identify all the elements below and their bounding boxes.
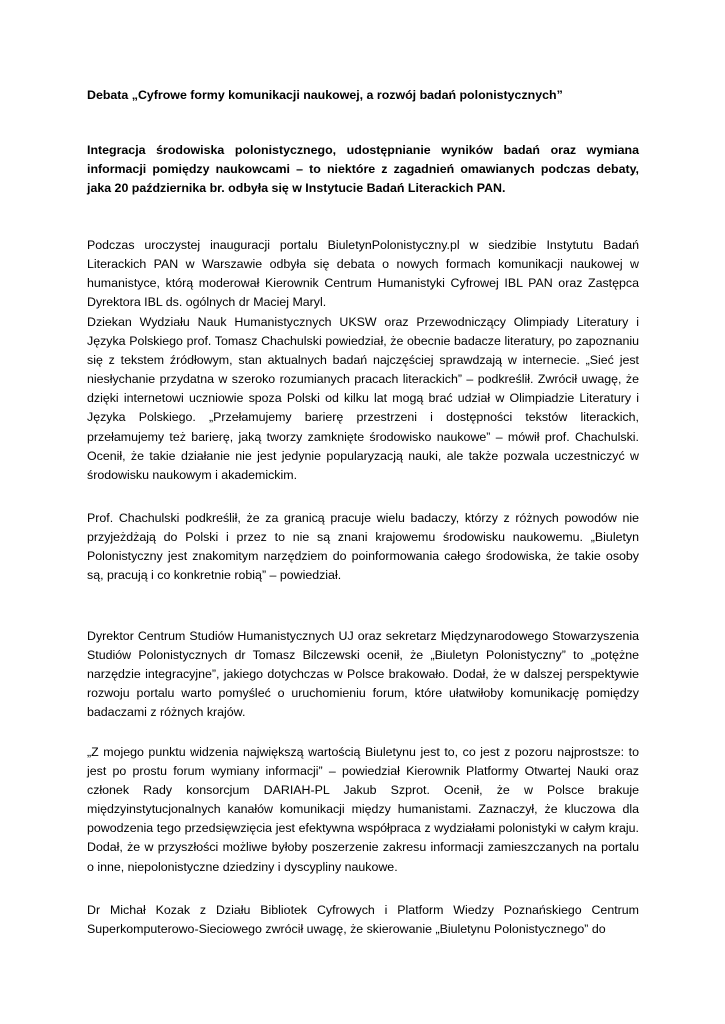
- body-paragraph: Dr Michał Kozak z Działu Bibliotek Cyfrowych i Platform Wiedzy Poznańskiego Centrum Superkomputerowo-Sieciowego zwrócił uwagę, że skierowanie „Biuletynu Polonistycznego” do: [87, 903, 639, 937]
- body-paragraph: Dziekan Wydziału Nauk Humanistycznych UKSW oraz Przewodniczący Olimpiady Literatury i Języka Polskiego prof. Tomasz Chachulski powiedział, że obecnie badacze literatury, po zapoznaniu się z tekstem źródłowym, stan aktualnych badań najczęściej sprawdzają w internecie. „Sieć jest niesłychanie przydatna w szeroko rozumianych pracach literackich” – podkreślił. Zwrócił uwagę, że dzięki internetowi uczniowie spoza Polski od kilku lat mogą brać udział w Olimpiadzie Literatury i Języka Polskiego. „Przełamujemy barierę przestrzeni i dostępności tekstów literackich, przełamujemy też barierę, jaką tworzy zamknięte środowisko naukowe” – mówił prof. Chachulski. Ocenił, że takie działanie nie jest jedynie popularyzacją nauki, ale także pozwala uczestniczyć w środowisku naukowym i akademickim.: [87, 315, 639, 482]
- body-paragraph: Prof. Chachulski podkreślił, że za granicą pracuje wielu badaczy, którzy z różnych powodów nie przyjeżdżają do Polski i przez to nie są znani krajowemu środowisku naukowemu. „Biuletyn Polonistyczny jest znakomitym narzędziem do poinformowania całego środowiska, że takie osoby są, pracują i co konkretnie robią” – powiedział.: [87, 511, 639, 583]
- body-paragraph: Dyrektor Centrum Studiów Humanistycznych UJ oraz sekretarz Międzynarodowego Stowarzyszenia Studiów Polonistycznych dr Tomasz Bilczewski ocenił, że „Biuletyn Polonistyczny” to „potężne narzędzie integracyjne”, jakiego dotychczas w Polsce brakowało. Dodał, że w dalszej perspektywie rozwoju portalu warto pomyśleć o uruchomieniu forum, które ułatwiłoby komunikację pomiędzy badaczami z różnych krajów.: [87, 629, 639, 720]
- body-paragraph: „Z mojego punktu widzenia największą wartością Biuletynu jest to, co jest z pozoru najprostsze: to jest po prostu forum wymiany informacji” – powiedział Kierownik Platformy Otwartej Nauki oraz członek Rady konsorcjum DARIAH-PL Jakub Szprot. Ocenił, że w Polsce brakuje międzyinstytucjonalnych kanałów komunikacji między humanistami. Zaznaczył, że kluczowa dla powodzenia tego przedsięwzięcia jest efektywna współpraca z wydziałami polonistyki w całym kraju. Dodał, że w przyszłości możliwe byłoby poszerzenie zakresu informacji zamieszczanych na portalu o inne, niepolonistyczne dziedziny i dyscypliny naukowe.: [87, 745, 639, 874]
- document-title: Debata „Cyfrowe formy komunikacji naukowej, a rozwój badań polonistycznych”: [87, 88, 563, 102]
- lead-paragraph: Integracja środowiska polonistycznego, udostępnianie wyników badań oraz wymiana informacji pomiędzy naukowcami – to niektóre z zagadnień omawianych podczas debaty, jaka 20 października br. odbyła się w Instytucie Badań Literackich PAN.: [87, 143, 639, 196]
- body-paragraph: Podczas uroczystej inauguracji portalu BiuletynPolonistyczny.pl w siedzibie Instytutu Badań Literackich PAN w Warszawie odbyła się debata o nowych formach komunikacji naukowej w humanistyce, którą moderował Kierownik Centrum Humanistyki Cyfrowej IBL PAN oraz Zastępca Dyrektora IBL ds. ogólnych dr Maciej Maryl.: [87, 238, 639, 310]
